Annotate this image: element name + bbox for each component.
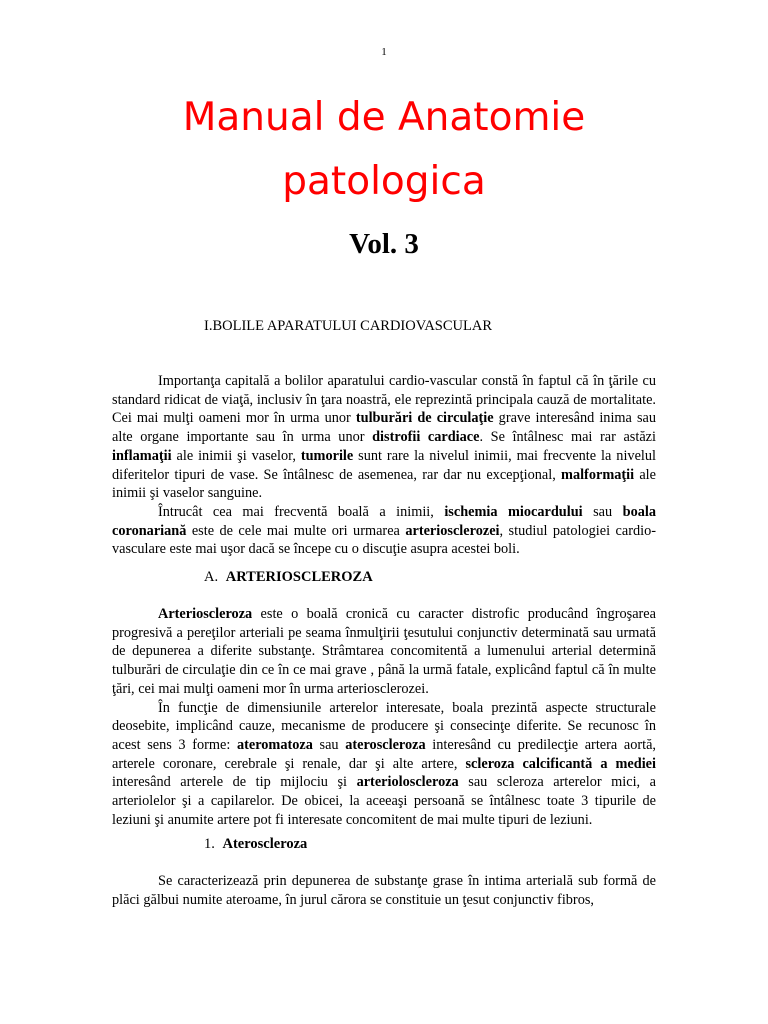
document-title-line-1: Manual de Anatomie xyxy=(182,95,586,140)
bold-term: ateromatoza xyxy=(236,736,313,753)
subsection-1-heading xyxy=(204,836,307,853)
document-title-line-2: patologica xyxy=(282,159,486,204)
bold-term: arterioloscleroza xyxy=(356,774,459,791)
bold-term: arteriosclerozei xyxy=(405,522,500,539)
page-number: 1 xyxy=(381,46,387,58)
subsection-1-title: Ateroscleroza xyxy=(222,836,308,852)
subsection-1-label: 1. xyxy=(204,836,215,852)
chapter-heading: I.BOLILE APARATULUI CARDIOVASCULAR xyxy=(204,318,493,334)
bold-term: tumorile xyxy=(300,447,354,464)
section-a-heading xyxy=(204,569,373,586)
section-a-label: A. xyxy=(204,569,219,585)
bold-term: ischemia miocardului xyxy=(444,503,583,520)
paragraph: Arterioscleroza este o boală cronică cu caracter distrofic producând îngroşarea progresivă a pereţilor arteriali pe seama înmulţirii ţesutului conjunctiv determinată sau urmată de depunerea a diferite substanţe. Strâmtarea concomitentă a lumenului arterial determină tulburări de circulaţie din ce în ce mai grave , până la urmă fatale, explicând faptul că în multe ţări, cei mai mulţi oameni mor în urma arteriosclerozei. xyxy=(112,606,656,697)
subsection-1-body xyxy=(112,872,656,909)
section-a-body xyxy=(112,605,656,829)
volume-label: Vol. 3 xyxy=(349,228,419,260)
bold-term: Arterioscleroza xyxy=(158,606,253,622)
bold-term: boala coronariană xyxy=(112,503,656,539)
paragraph: În funcţie de dimensiunile arterelor interesate, boala prezintă aspecte structurale deosebite, implicând cauze, mecanisme de producere şi consecinţe diferite. Se recunosc în acest sens 3 forme: ateromatoza sau ateroscleroza interesând cu predilecţie artera aortă, arterele coronare, cerebrale şi renale, dar şi alte artere, scleroza calcificantă a mediei interesând arterele de tip mijlociu şi arterioloscleroza sau scleroza arterelor mici, a arteriolelor şi a capilarelor. De obicei, la aceeaşi persoană se întâlnesc toate 3 tipurile de leziuni şi anumite artere pot fi interesate concomitent de mai multe tipuri de leziuni. xyxy=(112,699,657,828)
paragraph: Întrucât cea mai frecventă boală a inimii, ischemia miocardului sau boala coronariană este de cele mai multe ori urmarea arteriosclerozei, studiul patologiei cardio-vasculare este mai uşor dacă se începe cu o discuţie asupra acestei boli. xyxy=(112,503,656,558)
bold-term: malformaţii xyxy=(561,466,635,483)
bold-term: ateroscleroza xyxy=(345,736,426,753)
bold-term: scleroza calcificantă a mediei xyxy=(465,755,656,772)
bold-term: distrofii cardiace xyxy=(372,429,480,446)
intro-section xyxy=(112,372,656,559)
section-a-title: ARTERIOSCLEROZA xyxy=(225,569,373,585)
bold-term: inflamaţii xyxy=(112,447,172,464)
paragraph: Se caracterizează prin depunerea de substanţe grase în intima arterială sub formă de plăci gălbui numite ateroame, în jurul cărora se constituie un ţesut conjunctiv fibros, xyxy=(112,873,656,908)
paragraph: Importanţa capitală a bolilor aparatului cardio-vascular constă în faptul că în ţările cu standard ridicat de viaţă, inclusiv în ţara noastră, ele reprezintă principala cauză de mortalitate. Cei mai mulţi oameni mor în urma unor tulburări de circulaţie grave interesând inima sau alte organe importante sau în urma unor distrofii cardiace. Se întâlnesc mai rar astăzi inflamaţii ale inimii şi vaselor, tumorile sunt rare la nivelul inimii, mai frecvente la nivelul diferitelor tipuri de vase. Se întâlnesc de asemenea, rar dar nu excepţional, malformaţii ale inimii şi vaselor sanguine. xyxy=(112,373,657,502)
bold-term: tulburări de circulaţie xyxy=(355,410,494,427)
